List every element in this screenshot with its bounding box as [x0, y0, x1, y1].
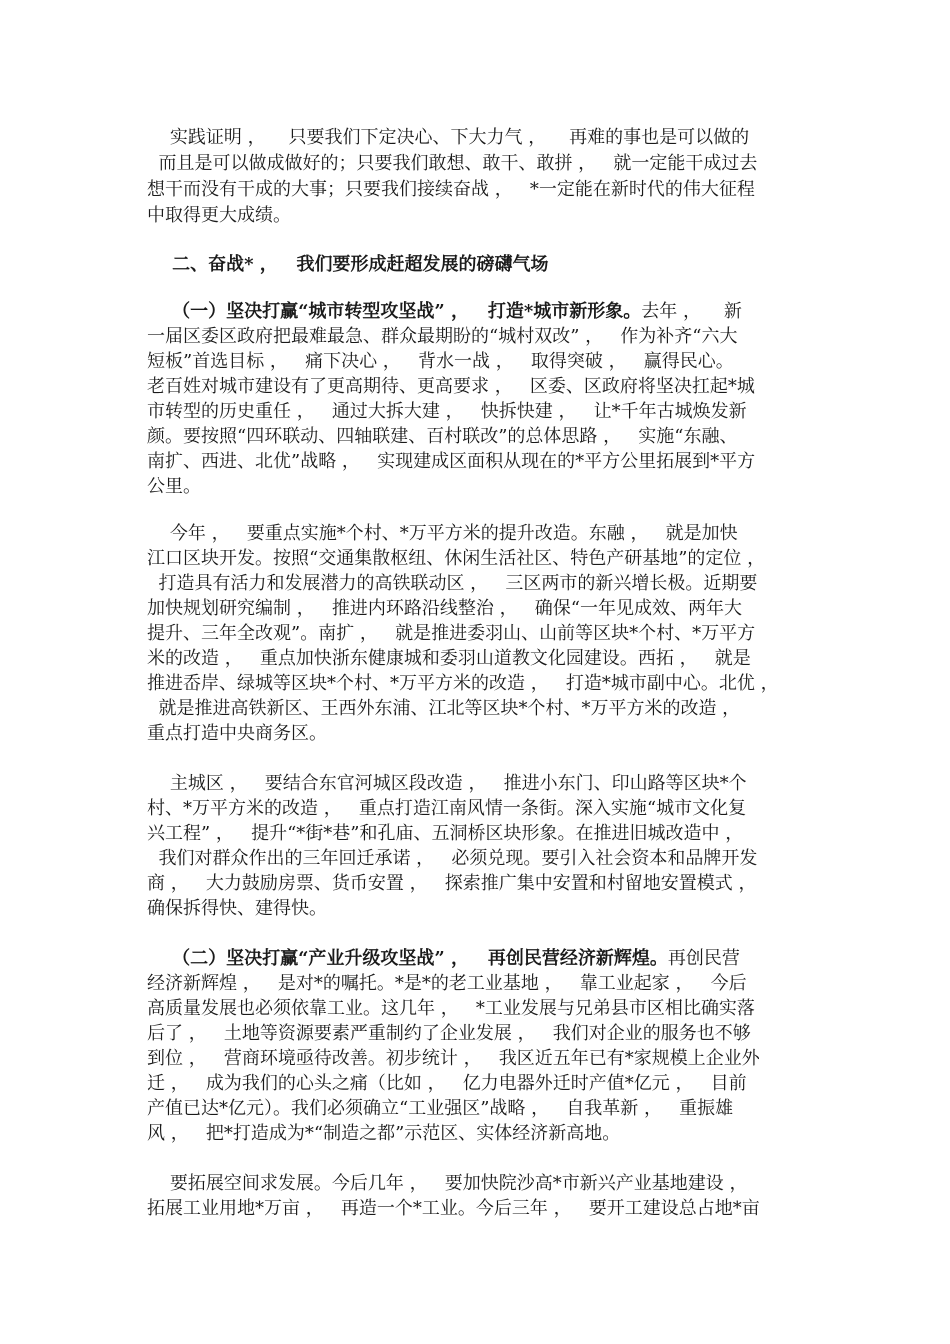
paragraph-line: 我们对群众作出的三年回迁承诺 ， 必须兑现。要引入社会资本和品牌开发 [147, 848, 758, 869]
paragraph-lead: （一）坚决打赢“城市转型攻坚战” ， 打造*城市新形象。 [147, 301, 642, 322]
paragraph-line: 到位 ， 营商环境亟待改善。初步统计 ， 我区近五年已有*家规模上企业外 [147, 1048, 760, 1069]
paragraph-line: 经济新辉煌 ， 是对*的嘱托。*是*的老工业基地 ， 靠工业起家 ， 今后 [147, 973, 747, 994]
paragraph-line: 米的改造 ， 重点加快浙东健康城和委羽山道教文化园建设。西拓 ， 就是 [147, 648, 751, 669]
paragraph-line [147, 947, 740, 971]
paragraph-line: 提升、三年全改观”。南扩 ， 就是推进委羽山、山前等区块*个村、*万平方 [147, 623, 756, 644]
paragraph-line: 中取得更大成绩。 [147, 205, 291, 226]
paragraph-line: 今年 ， 要重点实施*个村、*万平方米的提升改造。东融 ， 就是加快 [147, 523, 738, 544]
paragraph-text: 再创民营 [667, 948, 740, 969]
paragraph-line: 重点打造中央商务区。 [147, 723, 327, 744]
paragraph-line: 市转型的历史重任 ， 通过大拆大建 ， 快拆快建 ， 让*千年古城焕发新 [147, 401, 747, 422]
paragraph-line: 老百姓对城市建设有了更高期待、更高要求 ， 区委、区政府将坚决扛起*城 [147, 376, 755, 397]
paragraph-line: 拓展工业用地*万亩 ， 再造一个*工业。今后三年 ， 要开工建设总占地*亩 [147, 1198, 760, 1219]
paragraph-line: 实践证明 ， 只要我们下定决心、下大力气 ， 再难的事也是可以做的 [147, 127, 750, 148]
paragraph-line: 公里。 [147, 476, 201, 497]
paragraph-line: 南扩、西进、北优”战略 ， 实现建成区面积从现在的*平方公里拓展到*平方 [147, 451, 756, 472]
paragraph-line [147, 300, 742, 324]
paragraph-line: 颜。要按照“四环联动、四轴联建、百村联改”的总体思路 ， 实施“东融、 [147, 426, 738, 447]
paragraph-lead: （二）坚决打赢“产业升级攻坚战” ， 再创民营经济新辉煌。 [147, 948, 668, 969]
paragraph-line: 风 ， 把*打造成为*“制造之都”示范区、实体经济新高地。 [147, 1123, 621, 1144]
paragraph-line: 迁 ， 成为我们的心头之痛（比如 ， 亿力电器外迁时产值*亿元 ， 目前 [147, 1073, 747, 1094]
paragraph-line: 想干而没有干成的大事；只要我们接续奋战 ， *一定能在新时代的伟大征程 [147, 179, 755, 200]
paragraph-line: 推进岙岸、绿城等区块*个村、*万平方米的改造 ， 打造*城市副中心。北优 ， [147, 673, 779, 694]
paragraph-line: 商 ， 大力鼓励房票、货币安置 ， 探索推广集中安置和村留地安置模式 ， [147, 873, 757, 894]
paragraph-text: 去年 ， 新 [641, 301, 742, 322]
paragraph-line: 产值已达*亿元）。我们必须确立“工业强区”战略 ， 自我革新 ， 重振雄 [147, 1098, 734, 1119]
paragraph-line: 确保拆得快、建得快。 [147, 898, 327, 919]
paragraph-line: 主城区 ， 要结合东官河城区段改造 ， 推进小东门、印山路等区块*个 [147, 773, 747, 794]
paragraph-line: 而且是可以做成做好的；只要我们敢想、敢干、敢拼 ， 就一定能干成过去 [147, 153, 758, 174]
paragraph-line: 要拓展空间求发展。今后几年 ， 要加快院沙高*市新兴产业基地建设 ， [147, 1173, 748, 1194]
paragraph-line: 高质量发展也必须依靠工业。这几年 ， *工业发展与兄弟县市区相比确实落 [147, 998, 755, 1019]
paragraph-line: 后了 ， 土地等资源要素严重制约了企业发展 ， 我们对企业的服务也不够 [147, 1023, 751, 1044]
paragraph-line: 短板”首选目标 ， 痛下决心 ， 背水一战 ， 取得突破 ， 赢得民心。 [147, 351, 734, 372]
paragraph-line: 兴工程” ， 提升“*街*巷”和孔庙、五洞桥区块形象。在推进旧城改造中 ， [147, 823, 744, 844]
paragraph-line: 就是推进高铁新区、王西外东浦、江北等区块*个村、*万平方米的改造 ， [147, 698, 741, 719]
paragraph-line: 打造具有活力和发展潜力的高铁联动区 ， 三区两市的新兴增长极。近期要 [147, 573, 758, 594]
section-heading: 二、奋战* ， 我们要形成赶超发展的磅礴气场 [147, 254, 549, 275]
paragraph-line: 江口区块开发。按照“交通集散枢纽、休闲生活社区、特色产研基地”的定位 ， [147, 548, 766, 569]
paragraph-line: 一届区委区政府把最难最急、群众最期盼的“城村双改” ， 作为补齐“六大 [147, 326, 738, 347]
paragraph-line: 加快规划研究编制 ， 推进内环路沿线整治 ， 确保“一年见成效、两年大 [147, 598, 742, 619]
paragraph-line: 村、*万平方米的改造 ， 重点打造江南风情一条街。深入实施“城市文化复 [147, 798, 747, 819]
